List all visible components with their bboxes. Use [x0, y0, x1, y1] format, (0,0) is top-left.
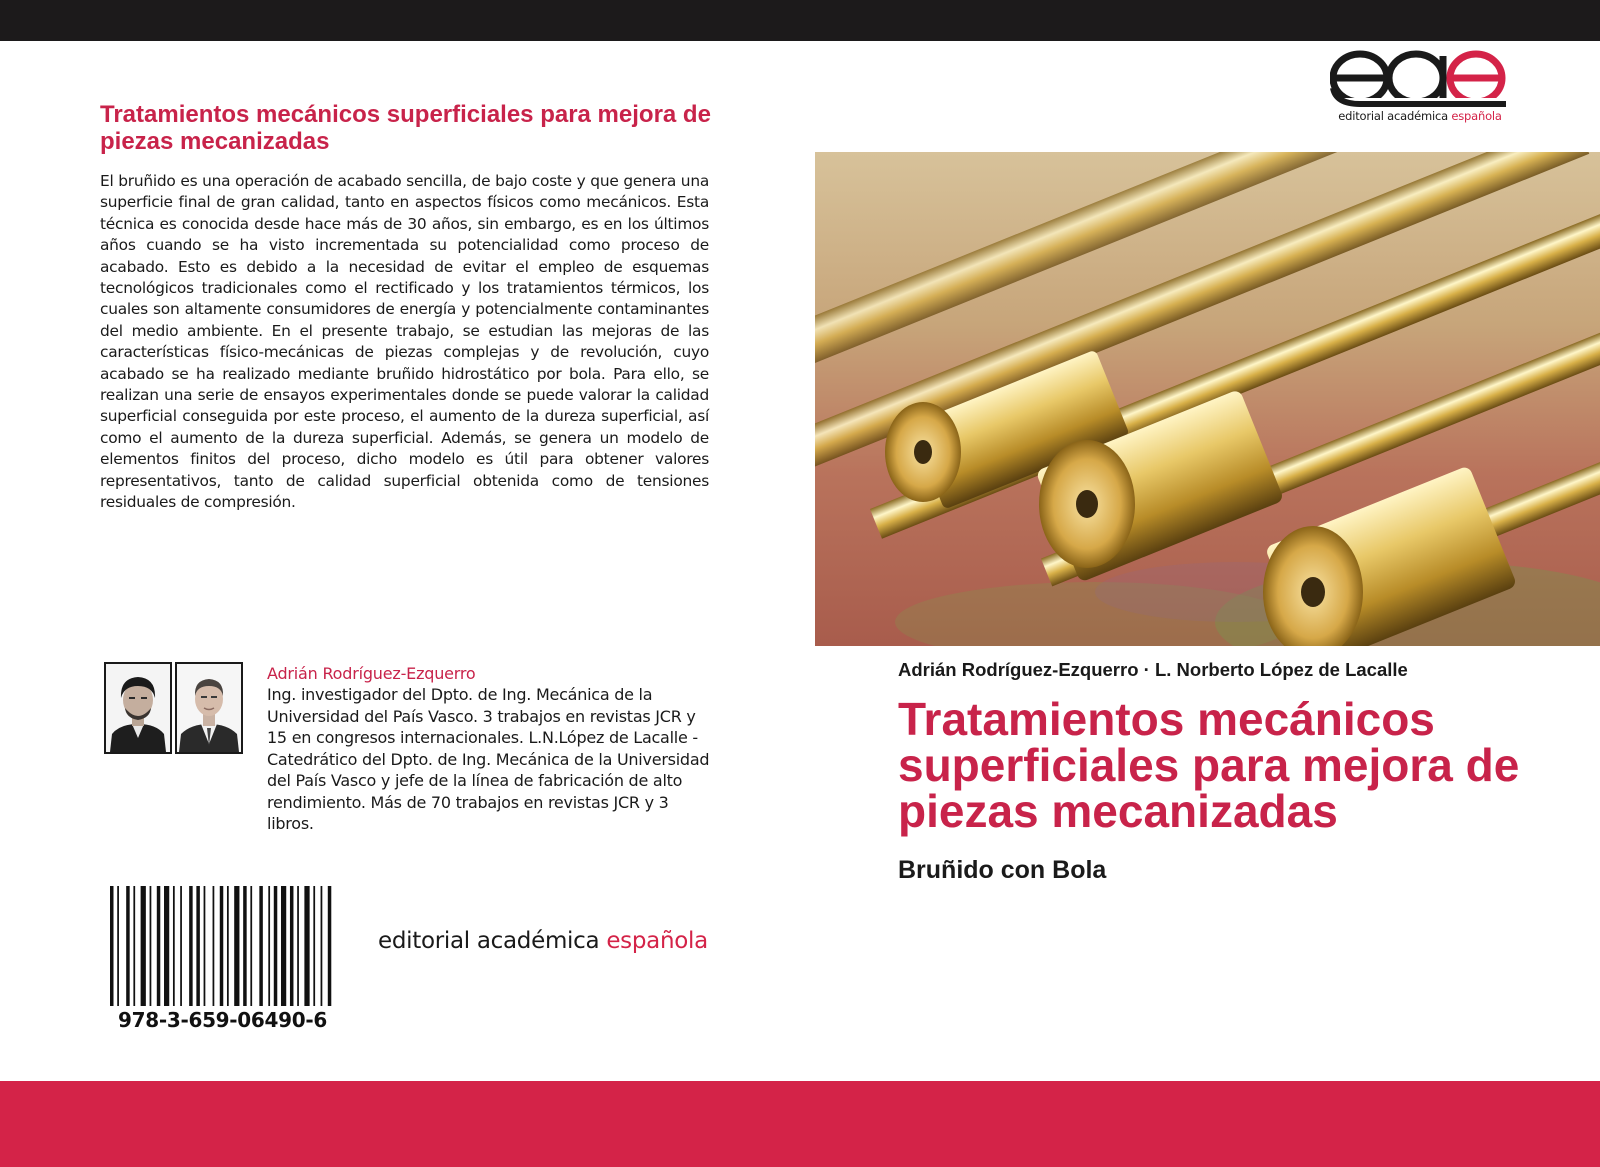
brass-parts-photo — [815, 152, 1600, 646]
bottom-bar — [0, 1081, 1600, 1167]
barcode-bar — [196, 886, 199, 1006]
barcode-bar — [304, 886, 309, 1006]
logo-caption — [1330, 109, 1510, 123]
barcode-bar — [180, 886, 182, 1006]
barcode-bar — [290, 886, 293, 1006]
front-title: Tratamientos mecánicos superficiales para mejora de piezas mecanizadas — [898, 693, 1520, 837]
barcode-bar — [204, 886, 206, 1006]
isbn-barcode — [110, 886, 335, 1006]
publisher-main-text: editorial académica — [378, 928, 607, 954]
barcode-bar — [297, 886, 299, 1006]
barcode-bar — [321, 886, 323, 1006]
barcode-bar — [250, 886, 252, 1006]
barcode-bar — [274, 886, 277, 1006]
barcode-bar — [243, 886, 246, 1006]
barcode-bar — [141, 886, 146, 1006]
barcode-bar — [157, 886, 160, 1006]
front-authors: Adrián Rodríguez-Ezquerro · L. Norberto López de Lacalle — [898, 659, 1408, 680]
barcode-bar — [164, 886, 169, 1006]
barcode-bar — [259, 886, 262, 1006]
author-photo-2 — [175, 662, 243, 754]
barcode-bar — [227, 886, 229, 1006]
barcode-bar — [189, 886, 192, 1006]
barcode-bar — [173, 886, 175, 1006]
barcode-bar — [268, 886, 270, 1006]
back-cover-title: Tratamientos mecánicos superficiales para mejora de piezas mecanizadas — [100, 101, 711, 155]
front-subtitle: Bruñido con Bola — [898, 856, 1107, 884]
barcode-bar — [281, 886, 286, 1006]
barcode-bar — [220, 886, 223, 1006]
isbn-number: 978-3-659-06490-6 — [117, 1008, 327, 1032]
barcode-bar — [234, 886, 239, 1006]
logo-caption-main: editorial académica — [1338, 109, 1452, 123]
top-bar — [0, 0, 1600, 41]
publisher-accent-text: española — [606, 928, 708, 954]
back-author-name: Adrián Rodríguez-Ezquerro — [267, 664, 476, 683]
barcode-bar — [133, 886, 135, 1006]
author-photo-1 — [104, 662, 172, 754]
back-cover-abstract: El bruñido es una operación de acabado sencilla, de bajo coste y que genera una superficie final de gran calidad, tanto en aspectos físicos como mecánicos. Esta técnica es conocida desde hace más de 30 años, sin embargo, es en los últimos años cuando se ha visto incrementada su potencialidad como proceso de acabado. Esto es debido a la necesidad de evitar el empleo de esquemas tecnológicos tradicionales como el rectificado y los tratamientos térmicos, los cuales son altamente consumidores de energía y potencialmente contaminantes del medio ambiente. En el presente trabajo, se estudian las mejoras de las características físico-mecánicas de piezas complejas y de revolución, cuyo acabado se ha realizado mediante bruñido hidrostático por bola. Para ello, se realizan una serie de ensayos experimentales donde se puede valorar la calidad superficial conseguida por este proceso, el aumento de la dureza superficial, así como el aumento de la dureza superficial. Además, se genera un modelo de elementos finitos del proceso, dicho modelo es útil para obtener valores representativos, tanto de calidad superficial obtenida como de tensiones residuales de compresión. — [100, 172, 709, 512]
barcode-bar — [126, 886, 129, 1006]
barcode-bar — [110, 886, 113, 1006]
back-author-bio: Ing. investigador del Dpto. de Ing. Mecánica de la Universidad del País Vasco. 3 trabajos en revistas JCR y 15 en congresos internacionales. L.N.López de Lacalle - Catedrático del Dpto. de Ing. Mecánica de la Universidad del País Vasco y jefe de la línea de fabricación de alto rendimiento. Más de 70 trabajos en revistas JCR y 3 libros. — [267, 685, 710, 833]
barcode-bar — [328, 886, 331, 1006]
barcode-bar — [213, 886, 215, 1006]
barcode-bar — [150, 886, 152, 1006]
logo-caption-accent: española — [1451, 109, 1502, 123]
barcode-bar — [313, 886, 315, 1006]
barcode-bar — [117, 886, 119, 1006]
back-publisher-name — [378, 928, 708, 954]
